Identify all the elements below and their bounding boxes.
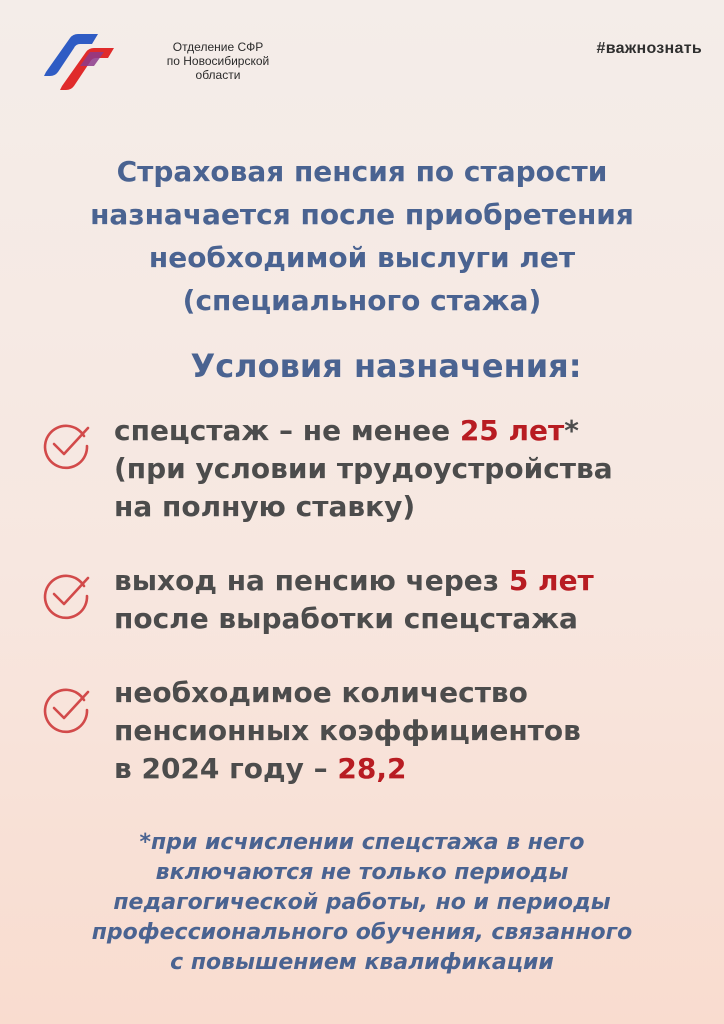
org-line: области	[195, 68, 241, 82]
headline-line: (специального стажа)	[182, 284, 542, 317]
headline-line: Страховая пенсия по старости	[116, 155, 608, 188]
condition-line: необходимое количество	[114, 676, 528, 709]
sfr-logo-icon	[40, 26, 120, 92]
condition-text-part: в 2024 году –	[114, 752, 338, 785]
condition-line	[114, 562, 704, 600]
footnote-line: *при исчислении спецстажа в него	[139, 830, 585, 855]
condition-text	[114, 562, 704, 638]
headline-line: назначается после приобретения	[90, 198, 634, 231]
highlight-value: 5 лет	[508, 564, 594, 597]
org-line: по Новосибирской	[166, 54, 270, 68]
footnote-line: профессионального обучения, связанного	[91, 920, 633, 945]
headline-line: необходимой выслуги лет	[148, 241, 576, 274]
condition-line	[114, 412, 704, 450]
footnote-line: с повышением квалификации	[170, 950, 554, 975]
check-circle-icon	[40, 418, 92, 470]
highlight-value: 25 лет	[459, 414, 565, 447]
condition-line: (при условии трудоустройства	[114, 452, 613, 485]
conditions-title: Условия назначения:	[190, 347, 582, 385]
footnote-line: педагогической работы, но и периоды	[113, 890, 611, 915]
check-circle-icon	[40, 682, 92, 734]
condition-line: пенсионных коэффициентов	[114, 714, 581, 747]
footnote	[40, 828, 684, 978]
headline	[40, 150, 684, 322]
hashtag: #важнознать	[596, 40, 702, 57]
condition-text-part: выход на пенсию через	[114, 564, 509, 597]
footnote-marker: *	[564, 414, 579, 447]
condition-line	[114, 750, 704, 788]
condition-line: на полную ставку)	[114, 490, 416, 523]
condition-text-part: спецстаж – не менее	[114, 414, 460, 447]
condition-line: после выработки спецстажа	[114, 602, 578, 635]
org-line: Отделение СФР	[172, 40, 264, 54]
check-circle-icon	[40, 568, 92, 620]
highlight-value: 28,2	[337, 752, 407, 785]
footnote-line: включаются не только периоды	[155, 860, 569, 885]
organization-name	[148, 40, 288, 82]
condition-text	[114, 674, 704, 788]
condition-text	[114, 412, 704, 526]
